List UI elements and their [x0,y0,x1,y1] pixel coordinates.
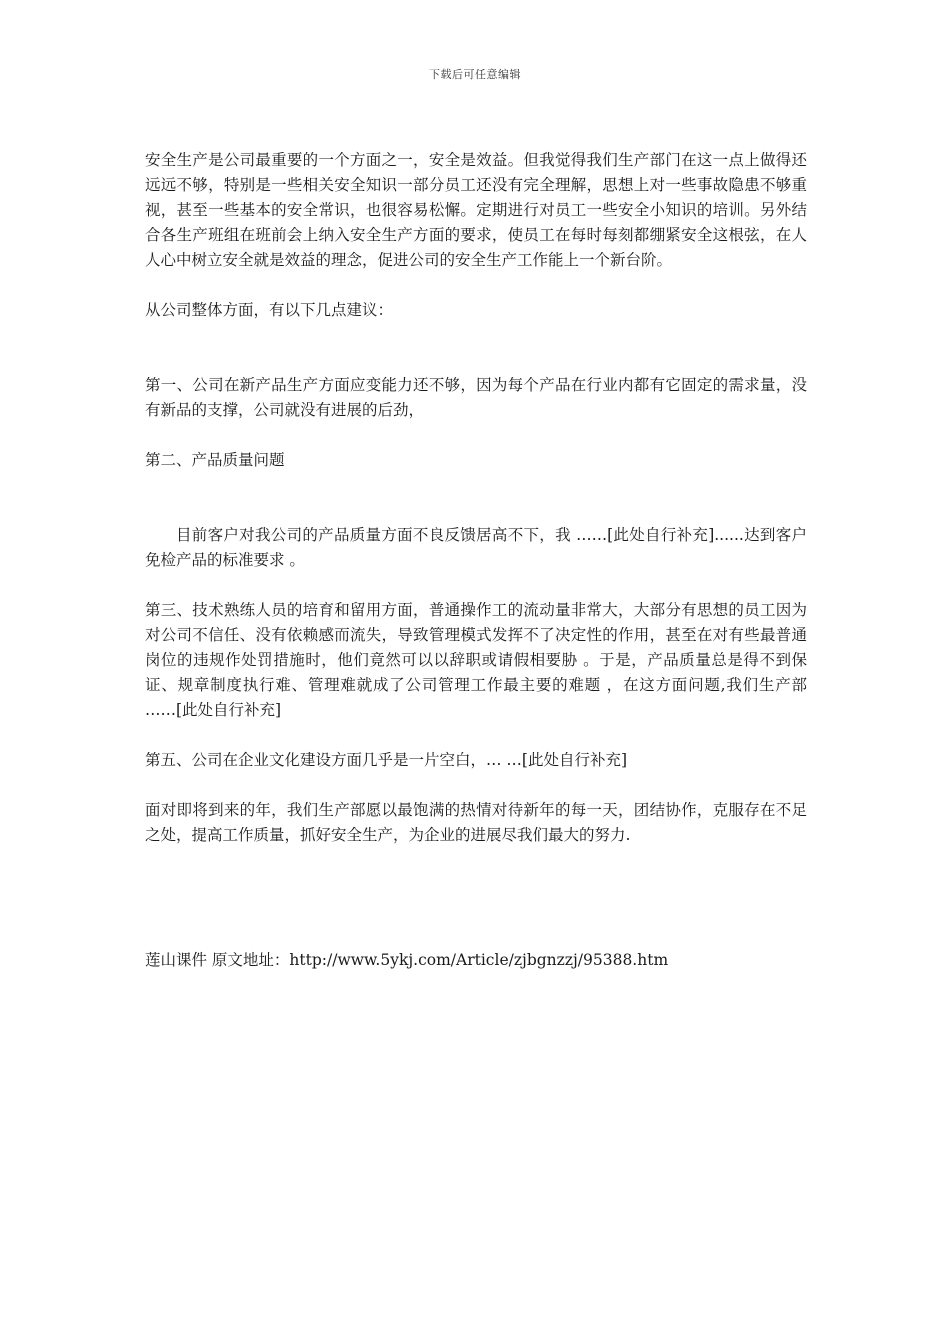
paragraph-spacer [145,723,807,748]
paragraph-spacer [145,323,807,373]
paragraph-spacer [145,848,807,948]
paragraph-spacer [145,423,807,448]
paragraph-spacer [145,273,807,298]
paragraph-point-five: 第五、公司在企业文化建设方面几乎是一片空白，… …[此处自行补充] [145,751,628,769]
paragraph-spacer [145,773,807,798]
source-link[interactable]: 莲山课件 原文地址：http://www.5ykj.com/Article/zjbgnzzj/95388.htm [145,951,669,969]
header-note: 下载后可任意编辑 [429,68,521,81]
paragraph-spacer [145,573,807,598]
paragraph-closing: 面对即将到来的年，我们生产部愿以最饱满的热情对待新年的每一天，团结协作，克服存在不足之处，提高工作质量，抓好安全生产，为企业的进展尽我们最大的努力. [145,801,807,844]
paragraph-suggestions-intro: 从公司整体方面，有以下几点建议： [145,301,394,319]
paragraph-safety: 安全生产是公司最重要的一个方面之一，安全是效益。但我觉得我们生产部门在这一点上做得还远远不够，特别是一些相关安全知识一部分员工还没有完全理解，思想上对一些事故隐患不够重视，甚至一些基本的安全常识，也很容易松懈。定期进行对员工一些安全小知识的培训。另外结合各生产班组在班前会上纳入安全生产方面的要求，使员工在每时每刻都绷紧安全这根弦，在人人心中树立安全就是效益的理念，促进公司的安全生产工作能上一个新台阶。 [145,151,807,269]
paragraph-quality-detail: 目前客户对我公司的产品质量方面不良反馈居高不下，我 ……[此处自行补充]......达到客户免检产品的标准要求 。 [145,526,807,569]
paragraph-point-two: 第二、产品质量问题 [145,451,285,469]
paragraph-spacer [145,473,807,523]
document-body [145,148,807,973]
paragraph-point-one: 第一、公司在新产品生产方面应变能力还不够，因为每个产品在行业内都有它固定的需求量，没有新品的支撑，公司就没有进展的后劲， [145,376,807,419]
paragraph-point-three: 第三、技术熟练人员的培育和留用方面，普通操作工的流动量非常大，大部分有思想的员工因为对公司不信任、没有依赖感而流失，导致管理模式发挥不了决定性的作用，甚至在对有些最普通岗位的违规作处罚措施时，他们竟然可以以辞职或请假相要胁 。于是，产品质量总是得不到保证、规章制度执行难、管理难就成了公司管理工作最主要的难题 ，在这方面问题,我们生产部 ……[此处自行补充] [145,601,807,719]
